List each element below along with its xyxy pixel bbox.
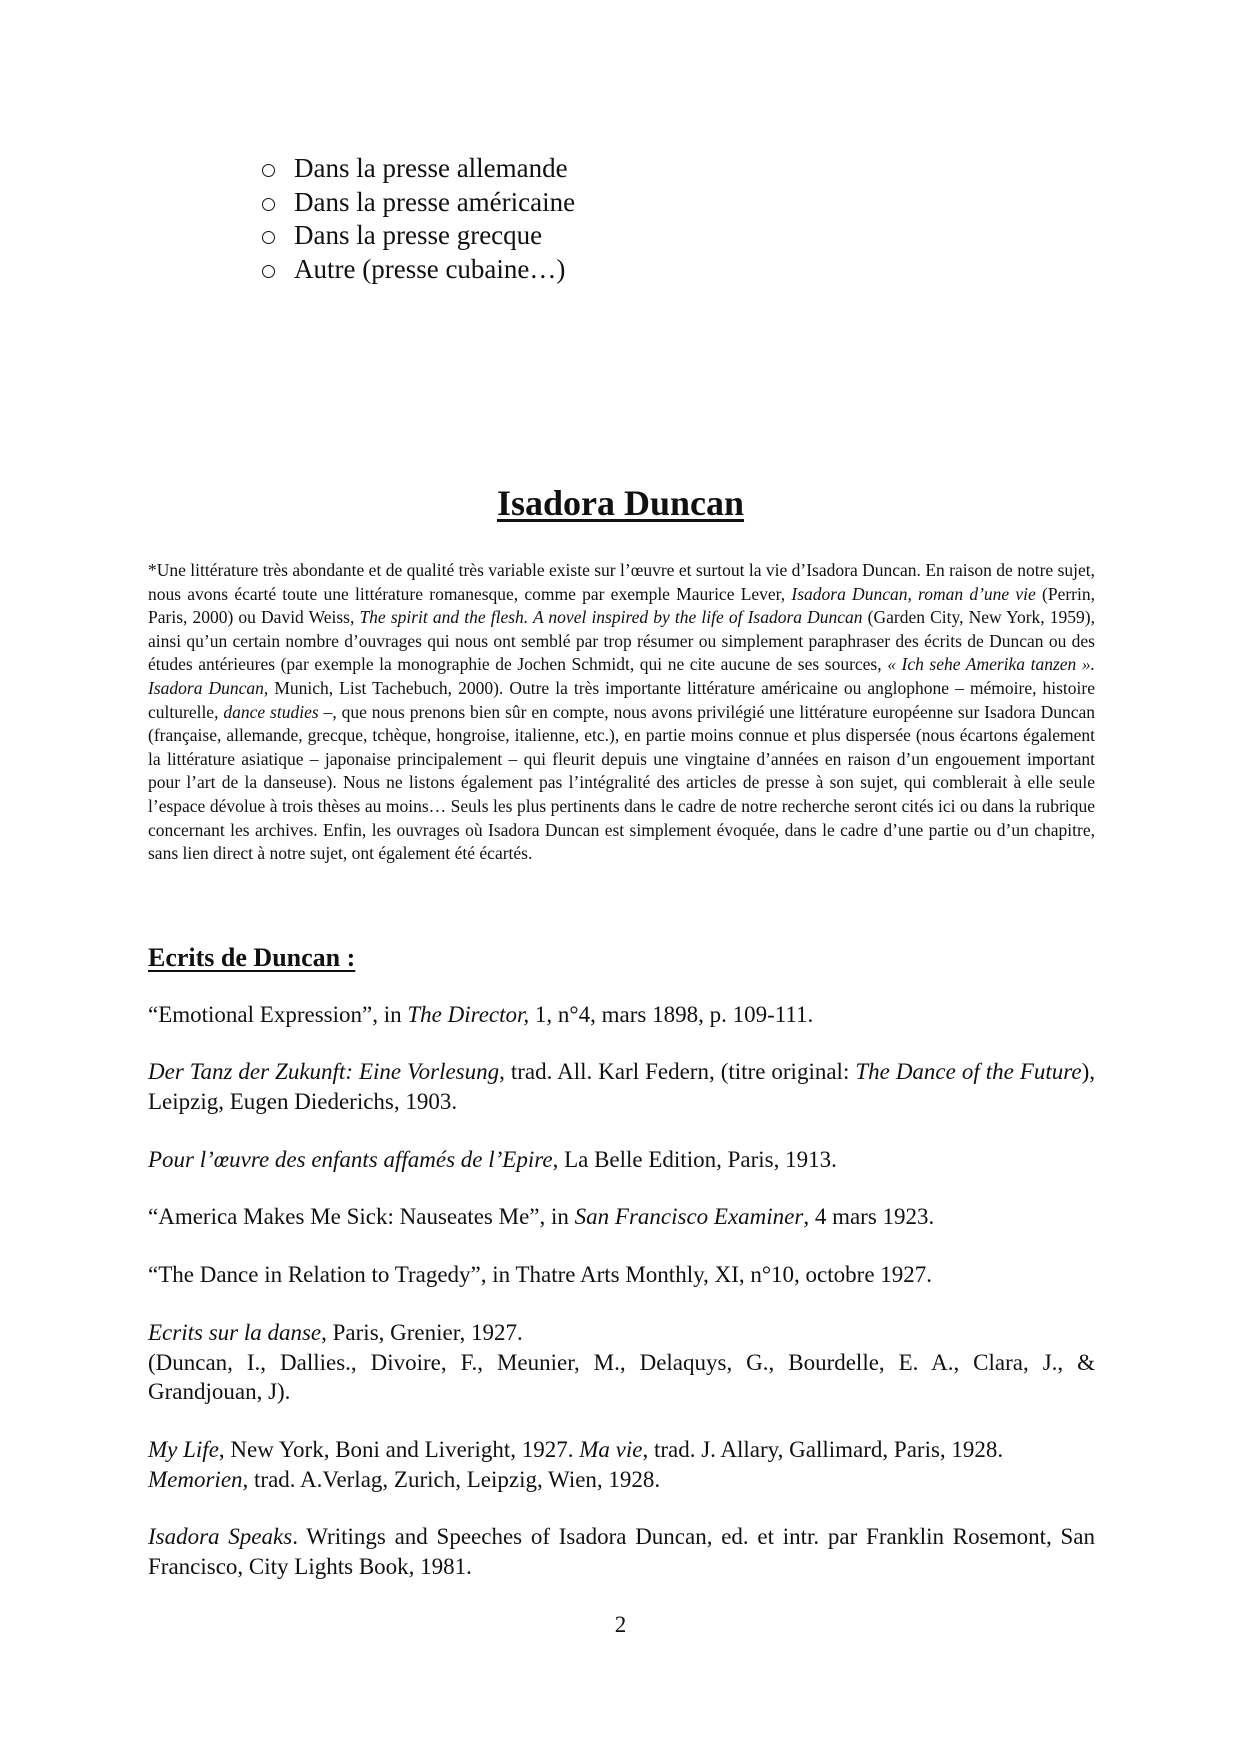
page-number: 2	[614, 1612, 627, 1637]
list-item-text: Autre (presse cubaine…)	[294, 253, 566, 284]
list-item	[262, 219, 575, 253]
list-item	[262, 253, 575, 287]
introductory-note: *Une littérature très abondante et de qualité très variable existe sur l’œuvre et surtout la vie d’Isadora Duncan. En raison de notre sujet, nous avons écarté toute une littérature romanesque, comme par exemple Maurice Lever, Isadora Duncan, roman d’une vie (Perrin, Paris, 2000) ou David Weiss, The spirit and the flesh. A novel inspired by the life of Isadora Duncan (Garden City, New York, 1959), ainsi qu’un certain nombre d’ouvrages qui nous ont semblé par trop résumer ou simplement paraphraser des écrits de Duncan ou des études antérieures (par exemple la monographie de Jochen Schmidt, qui ne cite aucune de ses sources, « Ich sehe Amerika tanzen ». Isadora Duncan, Munich, List Tachebuch, 2000). Outre la très importante littérature américaine ou anglophone – mémoire, histoire culturelle, dance studies –, que nous prenons bien sûr en compte, nous avons privilégié une littérature européenne sur Isadora Duncan (française, allemande, grecque, tchèque, hongroise, italienne, etc.), en partie moins connue et plus dispersée (nous écartons également la littérature asiatique – japonaise principalement – qui fleurit depuis une vingtaine d’années en raison d’un engouement important pour l’art de la danseuse). Nous ne listons également pas l’intégralité des articles de presse à son sujet, qui comblerait à elle seule l’espace dévolue à trois thèses au moins… Seuls les plus pertinents dans le cadre de notre recherche seront cités ici ou dans la rubrique concernant les archives. Enfin, les ouvrages où Isadora Duncan est simplement évoquée, dans le cadre d’une partie ou d’un chapitre, sans lien direct à notre sujet, ont également été écartés.	[148, 560, 1096, 864]
circle-bullet-icon	[262, 231, 275, 244]
page-title: Isadora Duncan	[496, 483, 745, 523]
list-item	[262, 152, 575, 186]
bibliography-entry: “The Dance in Relation to Tragedy”, in Thatre Arts Monthly, XI, n°10, octobre 1927.	[148, 1262, 933, 1287]
list-item-text: Dans la presse grecque	[294, 220, 543, 250]
list-item	[262, 186, 575, 220]
bibliography-entry: Der Tanz der Zukunft: Eine Vorlesung, trad. All. Karl Federn, (titre original: The Dance of the Future), Leipzig, Eugen Diederichs, 1903.	[148, 1059, 1095, 1114]
circle-bullet-icon	[262, 164, 275, 177]
bibliography-entry: My Life, New York, Boni and Liveright, 1927. Ma vie, trad. J. Allary, Gallimard, Paris, 1928. Memorien, trad. A.Verlag, Zurich, Leipzig, Wien, 1928.	[148, 1437, 1004, 1492]
circle-bullet-icon	[262, 265, 275, 278]
bibliography-entry: Isadora Speaks. Writings and Speeches of Isadora Duncan, ed. et intr. par Franklin Rosemont, San Francisco, City Lights Book, 1981.	[148, 1524, 1096, 1579]
section-heading: Ecrits de Duncan :	[148, 943, 356, 972]
bibliography-entry: “America Makes Me Sick: Nauseates Me”, in San Francisco Examiner, 4 mars 1923.	[148, 1204, 935, 1229]
list-item-text: Dans la presse allemande	[294, 153, 568, 183]
press-bullet-list	[262, 152, 575, 286]
list-item-text: Dans la presse américaine	[294, 186, 576, 217]
bibliography-entry: Ecrits sur la danse, Paris, Grenier, 1927. (Duncan, I., Dallies., Divoire, F., Meunier, M., Delaquys, G., Bourdelle, E. A., Clara, J., & Grandjouan, J).	[148, 1320, 1095, 1404]
bibliography-entry: “Emotional Expression”, in The Director, 1, n°4, mars 1898, p. 109-111.	[148, 1002, 814, 1027]
bibliography-entry: Pour l’œuvre des enfants affamés de l’Epire, La Belle Edition, Paris, 1913.	[148, 1147, 837, 1172]
circle-bullet-icon	[262, 198, 275, 211]
